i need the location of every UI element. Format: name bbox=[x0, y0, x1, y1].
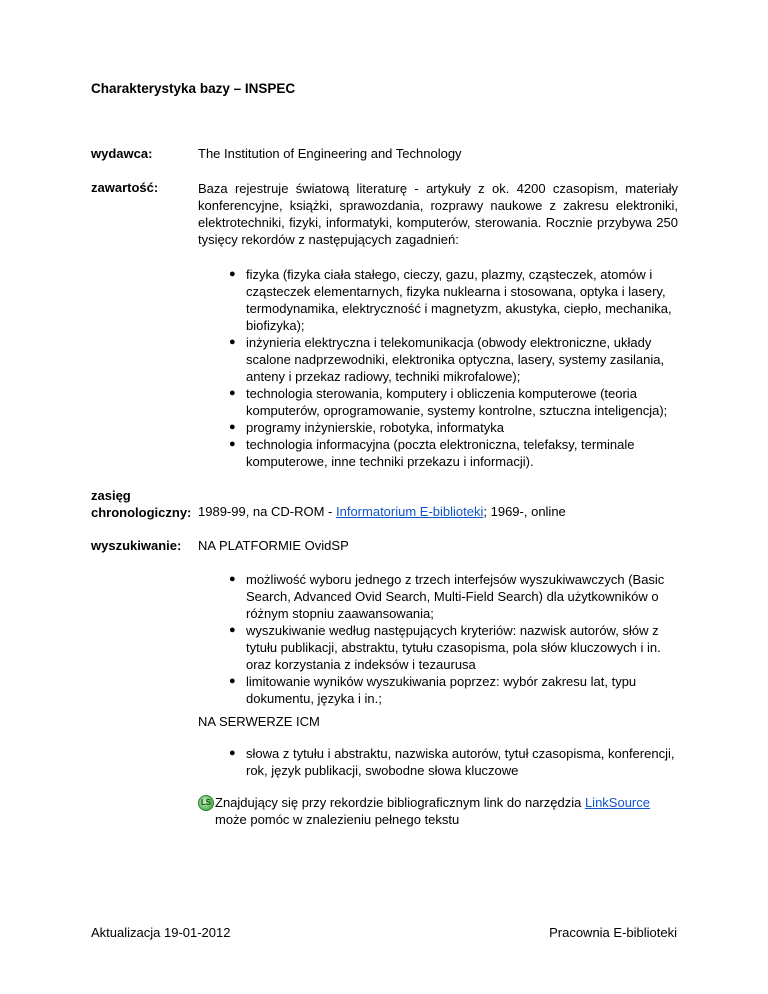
list-item: ● inżynieria elektryczna i telekomunikacja (obwody elektroniczne, układy scalone nadprzewodniki, elektronika optyczna, lasery, systemy zasilania, anteny i przekaz radiowy, techniki mikrofalowe); bbox=[229, 335, 665, 384]
list-item: ● technologia informacyjna (poczta elektroniczna, telefaksy, terminale komputerowe, inne techniki przekazu i informacji). bbox=[229, 437, 635, 469]
list-item: ● programy inżynierskie, robotyka, informatyka bbox=[229, 420, 504, 435]
icm-feature-list bbox=[198, 745, 678, 779]
chronology-label: zasięg chronologiczny: bbox=[91, 488, 192, 520]
icm-heading: NA SERWERZE ICM bbox=[198, 714, 320, 729]
publisher-value: The Institution of Engineering and Technology bbox=[198, 146, 462, 161]
bullet-icon: ● bbox=[229, 268, 236, 280]
bullet-icon: ● bbox=[229, 675, 236, 687]
subject-list bbox=[198, 266, 678, 470]
list-item: ● wyszukiwanie według następujących kryteriów: nazwisk autorów, słów z tytułu publikacji, abstraktu, tytułu czasopisma, pola słów kluczowych i in. oraz korzystania z indeksów i tezaurusa bbox=[229, 623, 661, 672]
publisher-label: wydawca: bbox=[91, 146, 153, 161]
list-item: ● słowa z tytułu i abstraktu, nazwiska autorów, tytuł czasopisma, konferencji, rok, język publikacji, swobodne słowa kluczowe bbox=[229, 746, 675, 778]
linksource-link[interactable]: LinkSource bbox=[584, 795, 650, 810]
bullet-icon: ● bbox=[229, 387, 236, 399]
list-item: ● fizyka (fizyka ciała stałego, cieczy, gazu, plazmy, cząsteczek, atomów i cząsteczek elementarnych, fizyka nuklearna i stosowana, optyka i lasery, termodynamika, elektryczność i magnetyzm, akustyka, ciepło, mechanika, biofizyka); bbox=[229, 267, 672, 333]
bullet-icon: ● bbox=[229, 336, 236, 348]
list-item: ● technologia sterowania, komputery i obliczenia komputerowe (teoria komputerów, oprogramowanie, systemy kontrolne, sztuczna inteligencja); bbox=[229, 386, 668, 418]
bullet-icon: ● bbox=[229, 573, 236, 585]
bullet-icon: ● bbox=[229, 421, 236, 433]
page-title: Charakterystyka bazy – INSPEC bbox=[91, 81, 296, 96]
footer-update-date: Aktualizacja 19-01-2012 bbox=[91, 925, 231, 940]
content-description: Baza rejestruje światową literaturę - artykuły z ok. 4200 czasopism, materiały konferencyjne, książki, sprawozdania, rozprawy naukowe z zakresu elektroniki, elektrotechniki, fizyki, informatyki, komputerów, sterowania. Rocznie przybywa 250 tysięcy rekordów z następujących zagadnień: bbox=[198, 181, 678, 247]
footer-author: Pracownia E-biblioteki bbox=[549, 925, 677, 940]
ovidsp-heading: NA PLATFORMIE OvidSP bbox=[198, 538, 349, 553]
ovidsp-feature-list bbox=[198, 571, 678, 707]
chronology-value: 1989-99, na CD-ROM - Informatorium E-biblioteki; 1969-, online bbox=[198, 504, 566, 519]
list-item: ● możliwość wyboru jednego z trzech interfejsów wyszukiwawczych (Basic Search, Advanced Ovid Search, Multi-Field Search) dla użytkowników o różnym stopniu zaawansowania; bbox=[229, 572, 665, 621]
bullet-icon: ● bbox=[229, 747, 236, 759]
informatorium-link[interactable]: Informatorium E-biblioteki bbox=[336, 504, 484, 519]
list-item: ● limitowanie wyników wyszukiwania poprzez: wybór zakresu lat, typu dokumentu, języka i in.; bbox=[229, 674, 637, 706]
bullet-icon: ● bbox=[229, 438, 236, 450]
linksource-icon: LS bbox=[198, 795, 214, 811]
linksource-note: LS Znajdujący się przy rekordzie bibliograficznym link do narzędzia LinkSource może pomóc w znalezieniu pełnego tekstu bbox=[198, 794, 678, 828]
search-label: wyszukiwanie: bbox=[91, 538, 182, 553]
content-label: zawartość: bbox=[91, 180, 159, 195]
bullet-icon: ● bbox=[229, 624, 236, 636]
